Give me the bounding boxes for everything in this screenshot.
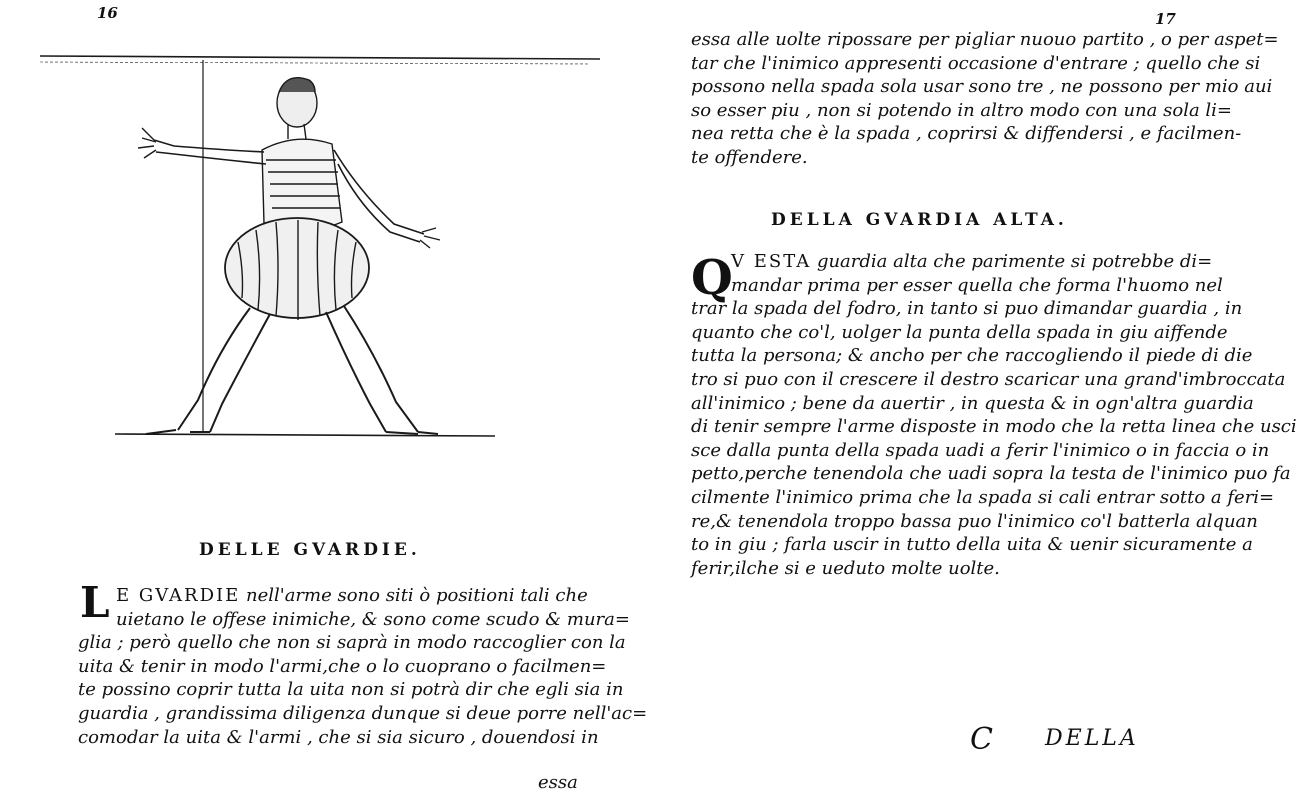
section-heading: DELLE GVARDIE. xyxy=(199,540,421,560)
drop-cap: Q xyxy=(691,250,733,306)
text-line: tar che l'inimico appresenti occasione d'entrare ; quello che si xyxy=(691,52,1261,74)
text-line: V ESTA guardia alta che parimente si potrebbe di= xyxy=(731,251,1213,272)
text-line: sce dalla punta della spada uadi a ferir l'inimico o in faccia o in xyxy=(691,439,1270,461)
text-line: di tenir sempre l'arme disposte in modo che la retta linea che usci xyxy=(691,416,1297,438)
lead-words: V ESTA xyxy=(731,251,812,272)
catchword: DELLA xyxy=(1045,726,1139,751)
text-line: glia ; però quello che non si saprà in modo raccoglier con la xyxy=(78,632,626,654)
text-line: E GVARDIE nell'arme sono siti ò positioni tali che xyxy=(116,585,588,606)
body-text-top xyxy=(691,28,1279,170)
text-line: guardia , grandissima diligenza dunque si deue porre nell'ac= xyxy=(78,702,648,724)
text-line: uietano le offese inimiche, & sono come scudo & mura= xyxy=(116,608,630,630)
text-line: re,& tenendola troppo bassa puo l'inimico co'l batterla alquan xyxy=(691,510,1258,532)
text-line: so esser piu , non si potendo in altro modo con una sola li= xyxy=(691,99,1233,121)
text-line: comodar la uita & l'armi , che si sia sicuro , douendosi in xyxy=(78,726,599,748)
page-number: 17 xyxy=(1155,10,1176,28)
text-line: cilmente l'inimico prima che la spada si cali entrar sotto a feri= xyxy=(691,486,1275,508)
text-line: tutta la persona; & ancho per che raccogliendo il piede di die xyxy=(691,345,1253,367)
text-line: essa alle uolte ripossare per pigliar nuouo partito , o per aspet= xyxy=(691,29,1279,50)
text-line: to in giu ; farla uscir in tutto della uita & uenir sicuramente a xyxy=(691,534,1253,556)
text-line: uita & tenir in modo l'armi,che o lo cuoprano o facilmen= xyxy=(78,655,607,677)
text-line: ferir,ilche si e ueduto molte uolte. xyxy=(691,557,1000,579)
text-line: te possino coprir tutta la uita non si potrà dir che egli sia in xyxy=(78,679,624,701)
section-heading: DELLA GVARDIA ALTA. xyxy=(771,210,1068,230)
text-line: quanto che co'l, uolger la punta della spada in giu aiffende xyxy=(691,321,1228,343)
text-line: possono nella spada sola usar sono tre , ne possono per mio aui xyxy=(691,76,1273,98)
body-text xyxy=(78,584,648,749)
text-line: te offendere. xyxy=(691,146,808,168)
text-line: nea retta che è la spada , coprirsi & diffendersi , e facilmen- xyxy=(691,123,1242,145)
body-text xyxy=(691,250,1297,580)
text-line: tro si puo con il crescere il destro scaricar una grand'imbroccata xyxy=(691,368,1286,390)
catchword: essa xyxy=(538,772,578,793)
page-number: 16 xyxy=(97,4,118,22)
text-line: petto,perche tenendola che uadi sopra la testa de l'inimico puo fa xyxy=(691,463,1291,485)
drop-cap: L xyxy=(80,578,110,627)
left-page xyxy=(0,0,648,800)
text-line: all'inimico ; bene da auertir , in questa & in ogn'altra guardia xyxy=(691,392,1254,414)
right-page xyxy=(613,0,1297,800)
fencer-engraving-icon xyxy=(0,0,613,450)
signature-mark: C xyxy=(970,722,993,757)
text-line: trar la spada del fodro, in tanto si puo dimandar guardia , in xyxy=(691,298,1243,320)
text-line: mandar prima per esser quella che forma l'huomo nel xyxy=(731,274,1223,296)
lead-words: E GVARDIE xyxy=(116,585,241,606)
